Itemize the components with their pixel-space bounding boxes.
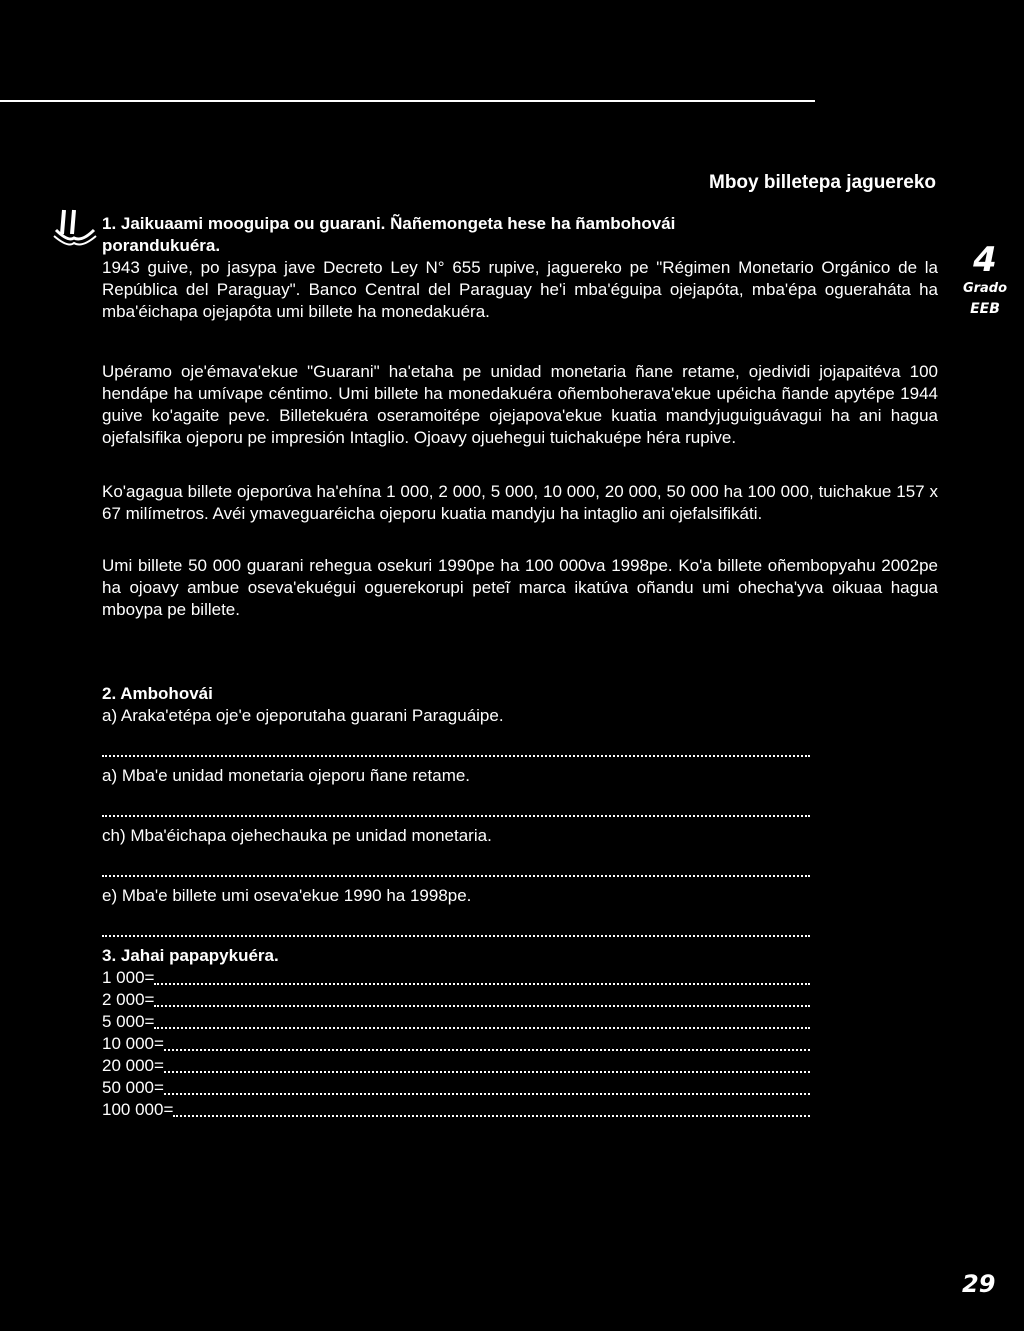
exercise2-heading: 2. Ambohovái: [102, 684, 213, 703]
denomination-label: 1 000=: [102, 968, 155, 987]
denomination-label: 2 000=: [102, 990, 155, 1009]
denomination-label: 100 000=: [102, 1100, 174, 1119]
exercise1-heading-line1: 1. Jaikuaami mooguipa ou guarani. Ñañemongeta hese ha ñambohovái: [102, 214, 676, 233]
fill-line[interactable]: [173, 1099, 810, 1117]
fill-line[interactable]: [164, 1055, 810, 1073]
fill-line[interactable]: [154, 967, 810, 985]
answer-line-1[interactable]: [102, 735, 810, 757]
question-3: ch) Mba'éichapa ojehechauka pe unidad monetaria.: [102, 826, 492, 845]
paragraph-2: Upéramo oje'émava'ekue "Guarani" ha'etaha pe unidad monetaria ñane retame, ojedividi jojapaitéva 100 hendápe ha umívape céntimo. Umi billete ha monedakuéra oñemboherava'ekue upéicha ñande apytépe 1944 guive ko'agaite peve. Billetekuéra oseramoitépe ojejapova'ekue kuatia mandyjuguiguávagui ha ani hagua ojefalsifika ojeporu pe impresión Intaglio. Ojoavy ojuehegui tuichakuépe héra rupive.: [102, 362, 938, 447]
fill-line[interactable]: [154, 1011, 810, 1029]
level-label: EEB: [970, 301, 1000, 317]
exercise3-heading: 3. Jahai papapykuéra.: [102, 946, 279, 965]
denomination-label: 10 000=: [102, 1034, 164, 1053]
book-logo-icon: [50, 206, 98, 246]
list-item[interactable]: [102, 1033, 810, 1055]
section-title: Mboy billetepa jaguereko: [709, 172, 936, 193]
page-number: 29: [962, 1270, 996, 1298]
answer-line-3[interactable]: [102, 855, 810, 877]
question-4: e) Mba'e billete umi oseva'ekue 1990 ha 1998pe.: [102, 886, 472, 905]
paragraph-3: Ko'agagua billete ojeporúva ha'ehína 1 000, 2 000, 5 000, 10 000, 20 000, 50 000 ha 100 000, tuichakue 157 x 67 milímetros. Avéi ymaveguaréicha ojeporu kuatia mandyju ha intaglio ani ojefalsifikáti.: [102, 482, 938, 523]
denomination-list: [102, 967, 938, 1121]
list-item[interactable]: [102, 1099, 810, 1121]
grade-number: 4: [973, 240, 997, 280]
list-item[interactable]: [102, 1011, 810, 1033]
list-item[interactable]: [102, 1077, 810, 1099]
denomination-label: 5 000=: [102, 1012, 155, 1031]
answer-line-4[interactable]: [102, 915, 810, 937]
top-divider: [0, 100, 815, 102]
question-2: a) Mba'e unidad monetaria ojeporu ñane retame.: [102, 766, 471, 785]
fill-line[interactable]: [154, 989, 810, 1007]
worksheet-content: [102, 213, 938, 1121]
fill-line[interactable]: [164, 1033, 810, 1051]
fill-line[interactable]: [164, 1077, 810, 1095]
answer-line-2[interactable]: [102, 795, 810, 817]
exercise1-heading: [102, 213, 938, 257]
list-item[interactable]: [102, 967, 810, 989]
grade-label: Grado: [962, 281, 1008, 296]
paragraph-1: 1943 guive, po jasypa jave Decreto Ley N° 655 rupive, jaguereko pe "Régimen Monetario Orgánico de la República del Paraguay". Banco Central del Paraguay he'i mba'éguipa ojejapóta, mba'épa ogueraháta ha mba'éichapa ojejapóta umi billete ha monedakuéra.: [102, 258, 938, 321]
list-item[interactable]: [102, 989, 810, 1011]
denomination-label: 20 000=: [102, 1056, 164, 1075]
list-item[interactable]: [102, 1055, 810, 1077]
exercise1-heading-line2: porandukuéra.: [102, 236, 221, 255]
paragraph-4: Umi billete 50 000 guarani rehegua osekuri 1990pe ha 100 000va 1998pe. Ko'a billete oñembopyahu 2002pe ha ojoavy ambue oseva'ekuégui oguerekorupi peteĩ marca ikatúva oñandu umi ohecha'yva oikuaa hagua mboypa pe billete.: [102, 556, 938, 619]
question-1: a) Araka'etépa oje'e ojeporutaha guarani Paraguáipe.: [102, 706, 504, 725]
denomination-label: 50 000=: [102, 1078, 164, 1097]
grade-badge: [952, 240, 1018, 320]
